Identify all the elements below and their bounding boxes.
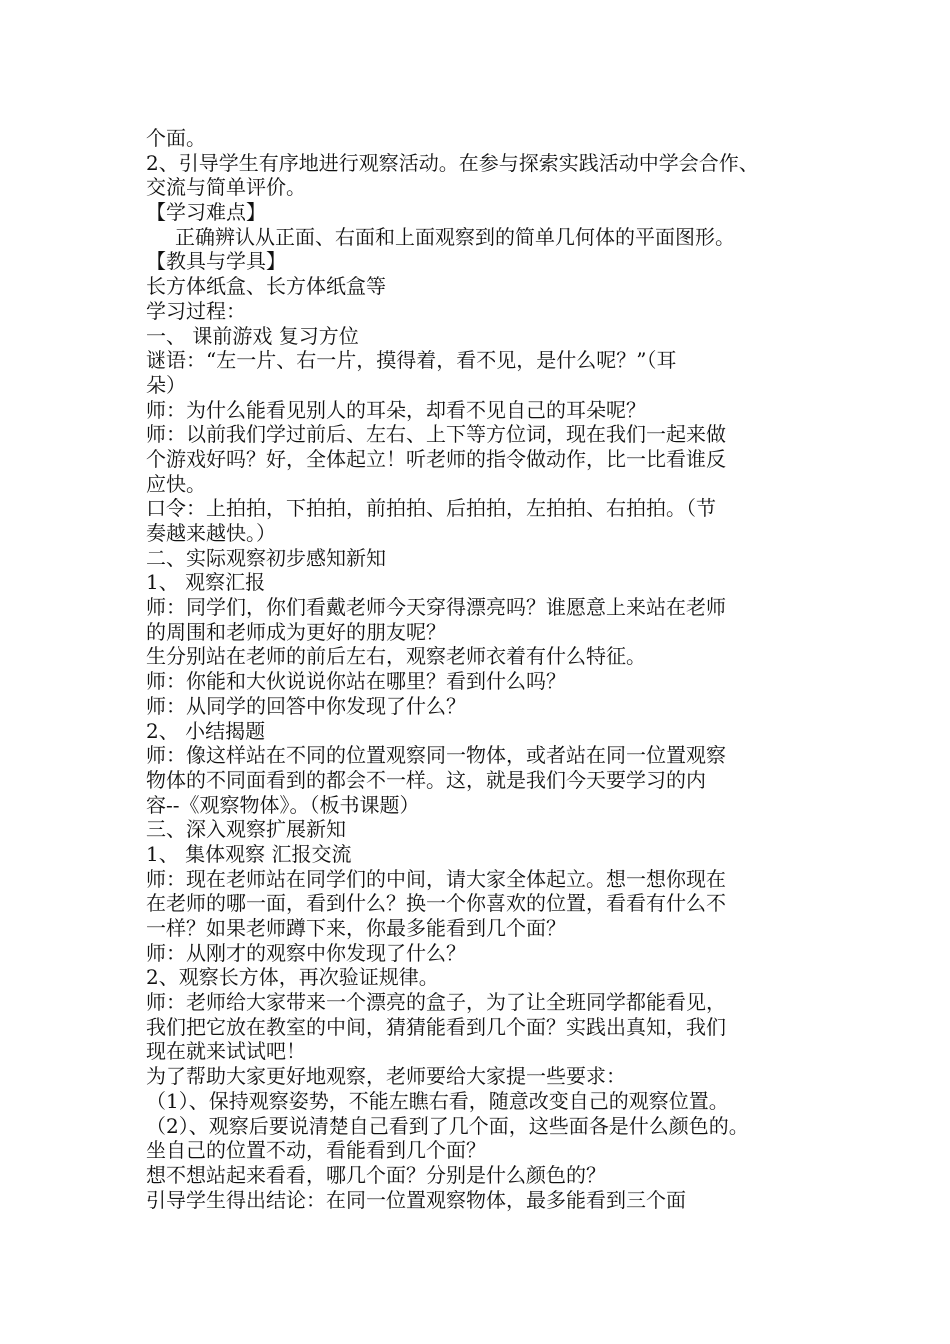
- text-line: 师：老师给大家带来一个漂亮的盒子，为了让全班同学都能看见，: [146, 990, 726, 1015]
- text-line: 学习过程：: [146, 298, 246, 323]
- text-line: 【教具与学具】: [146, 249, 286, 274]
- text-line: 师：现在老师站在同学们的中间，请大家全体起立。想一想你现在: [146, 866, 726, 891]
- text-line: 师：从同学的回答中你发现了什么？: [146, 693, 466, 718]
- text-line: 一、 课前游戏 复习方位: [146, 323, 359, 348]
- text-line: 师：像这样站在不同的位置观察同一物体，或者站在同一位置观察: [146, 743, 726, 768]
- text-line: （1）、保持观察姿势，不能左瞧右看，随意改变自己的观察位置。: [146, 1088, 729, 1113]
- text-line: 容--《观察物体》。（板书课题）: [146, 792, 420, 817]
- text-line: 2、观察长方体，再次验证规律。: [146, 965, 439, 990]
- text-line: 应快。: [146, 471, 206, 496]
- text-line: 的周围和老师成为更好的朋友呢？: [146, 619, 446, 644]
- text-line: 师：同学们，你们看戴老师今天穿得漂亮吗？谁愿意上来站在老师: [146, 595, 726, 620]
- text-line: 个面。: [146, 126, 206, 150]
- text-line: 1、 观察汇报: [146, 570, 266, 595]
- text-line: 物体的不同面看到的都会不一样。这，就是我们今天要学习的内: [146, 767, 706, 792]
- text-line: 为了帮助大家更好地观察，老师要给大家提一些要求：: [146, 1064, 626, 1089]
- text-line: 师：以前我们学过前后、左右、上下等方位词，现在我们一起来做: [146, 422, 726, 447]
- text-line: 长方体纸盒、长方体纸盒等: [146, 274, 386, 299]
- text-line: 我们把它放在教室的中间，猜猜能看到几个面？实践出真知，我们: [146, 1014, 726, 1039]
- text-line: 坐自己的位置不动，看能看到几个面？: [146, 1138, 486, 1163]
- text-line: 在老师的哪一面，看到什么？换一个你喜欢的位置，看看有什么不: [146, 891, 726, 916]
- text-line: 1、 集体观察 汇报交流: [146, 841, 352, 866]
- text-line: 想不想站起来看看，哪几个面？分别是什么颜色的？: [146, 1162, 606, 1187]
- text-line: 师：为什么能看见别人的耳朵，却看不见自己的耳朵呢？: [146, 397, 646, 422]
- text-line: 谜语：“左一片、右一片，摸得着，看不见，是什么呢？”（耳: [146, 348, 677, 373]
- text-line: 引导学生得出结论：在同一位置观察物体，最多能看到三个面: [146, 1187, 686, 1212]
- text-line: 交流与简单评价。: [146, 175, 306, 200]
- text-line: 师：从刚才的观察中你发现了什么？: [146, 940, 466, 965]
- text-line: 正确辨认从正面、右面和上面观察到的简单几何体的平面图形。: [175, 224, 735, 249]
- text-line: 一样？如果老师蹲下来，你最多能看到几个面？: [146, 916, 566, 940]
- text-line: 现在就来试试吧！: [146, 1039, 306, 1064]
- text-line: 三、深入观察扩展新知: [146, 817, 346, 842]
- text-line: 口令：上拍拍，下拍拍，前拍拍、后拍拍，左拍拍、右拍拍。（节: [146, 496, 716, 521]
- text-line: 2、引导学生有序地进行观察活动。在参与探索实践活动中学会合作、: [146, 150, 759, 175]
- text-line: 二、实际观察初步感知新知: [146, 545, 386, 570]
- text-line: （2）、观察后要说清楚自己看到了几个面，这些面各是什么颜色的。: [146, 1113, 749, 1138]
- text-line: 奏越来越快。）: [146, 521, 276, 545]
- text-line: 个游戏好吗？好，全体起立！听老师的指令做动作，比一比看谁反: [146, 446, 726, 471]
- document-page: [146, 126, 836, 1212]
- text-line: 【学习难点】: [146, 200, 266, 225]
- text-line: 朵）: [146, 372, 186, 397]
- text-line: 生分别站在老师的前后左右，观察老师衣着有什么特征。: [146, 644, 646, 669]
- text-line: 2、 小结揭题: [146, 718, 266, 743]
- text-line: 师：你能和大伙说说你站在哪里？看到什么吗？: [146, 669, 566, 694]
